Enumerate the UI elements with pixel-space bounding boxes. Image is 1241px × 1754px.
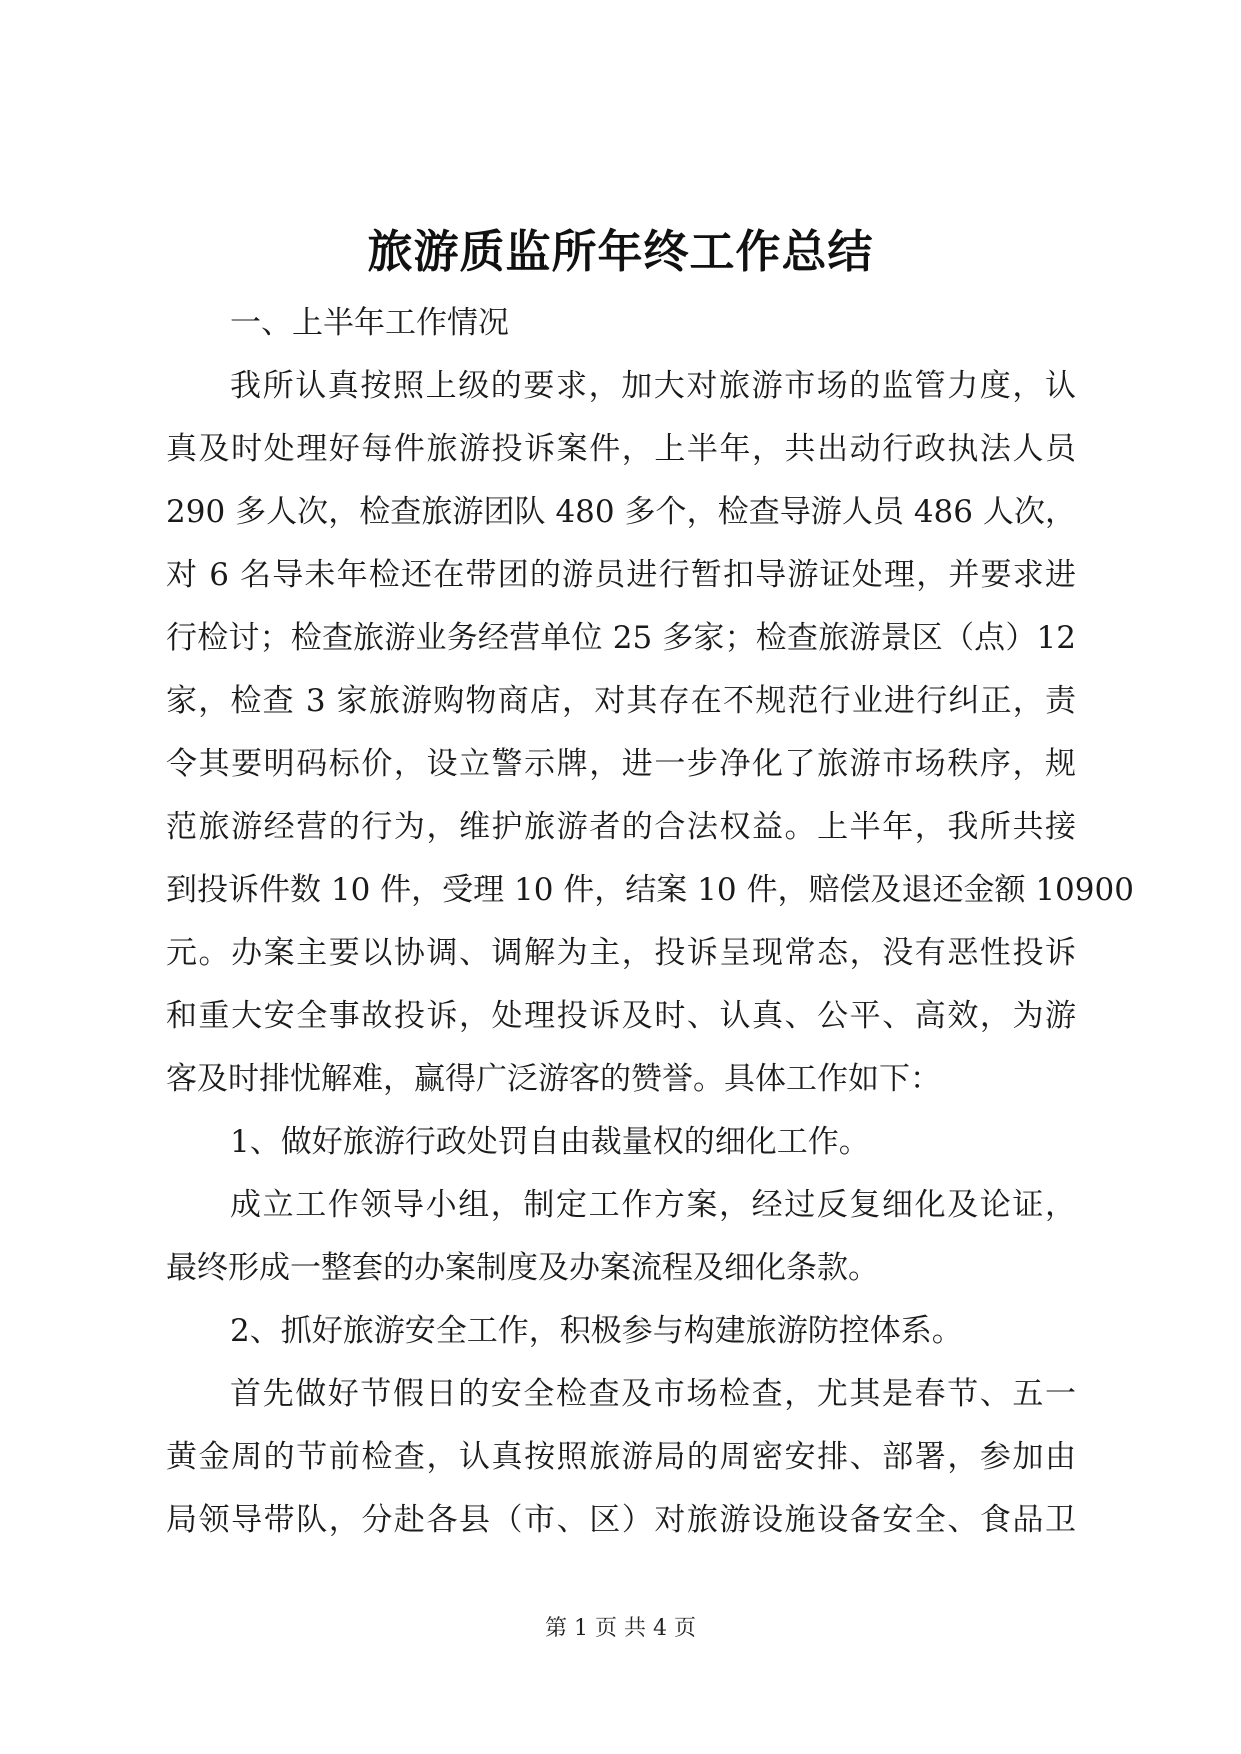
page-footer: 第 1 页 共 4 页: [545, 1616, 696, 1641]
text-line: 290 多人次，检查旅游团队 480 多个，检查导游人员 486 人次，: [166, 494, 1076, 530]
text-line: 成立工作领导小组，制定工作方案，经过反复细化及论证，: [230, 1187, 1076, 1223]
text-line: 客及时排忧解难，赢得广泛游客的赞誉。具体工作如下：: [166, 1061, 941, 1097]
text-line: 对 6 名导未年检还在带团的游员进行暂扣导游证处理，并要求进: [166, 557, 1076, 593]
text-line: 1、做好旅游行政处罚自由裁量权的细化工作。: [230, 1124, 870, 1160]
text-line: 黄金周的节前检查，认真按照旅游局的周密安排、部署，参加由: [166, 1439, 1076, 1475]
text-line: 元。办案主要以协调、调解为主，投诉呈现常态，没有恶性投诉: [166, 935, 1076, 971]
text-line: 范旅游经营的行为，维护旅游者的合法权益。上半年，我所共接: [166, 809, 1076, 845]
text-line: 和重大安全事故投诉，处理投诉及时、认真、公平、高效，为游: [166, 998, 1076, 1034]
text-line: 局领导带队，分赴各县（市、区）对旅游设施设备安全、食品卫: [166, 1502, 1076, 1538]
document-title: 旅游质监所年终工作总结: [367, 225, 874, 278]
text-line: 一、上半年工作情况: [230, 305, 509, 341]
text-line: 令其要明码标价，设立警示牌，进一步净化了旅游市场秩序，规: [166, 746, 1076, 782]
text-line: 真及时处理好每件旅游投诉案件，上半年，共出动行政执法人员: [166, 431, 1076, 467]
text-line: 行检讨；检查旅游业务经营单位 25 多家；检查旅游景区（点）12: [166, 620, 1076, 656]
text-line: 最终形成一整套的办案制度及办案流程及细化条款。: [166, 1250, 879, 1286]
text-line: 2、抓好旅游安全工作，积极参与构建旅游防控体系。: [230, 1313, 963, 1349]
text-line: 我所认真按照上级的要求，加大对旅游市场的监管力度，认: [230, 368, 1076, 404]
document-body: [166, 292, 1134, 1552]
text-line: 家，检查 3 家旅游购物商店，对其存在不规范行业进行纠正，责: [166, 683, 1076, 719]
text-line: 到投诉件数 10 件，受理 10 件，结案 10 件，赔偿及退还金额 10900: [166, 872, 1134, 908]
text-line: 首先做好节假日的安全检查及市场检查，尤其是春节、五一: [230, 1376, 1076, 1412]
